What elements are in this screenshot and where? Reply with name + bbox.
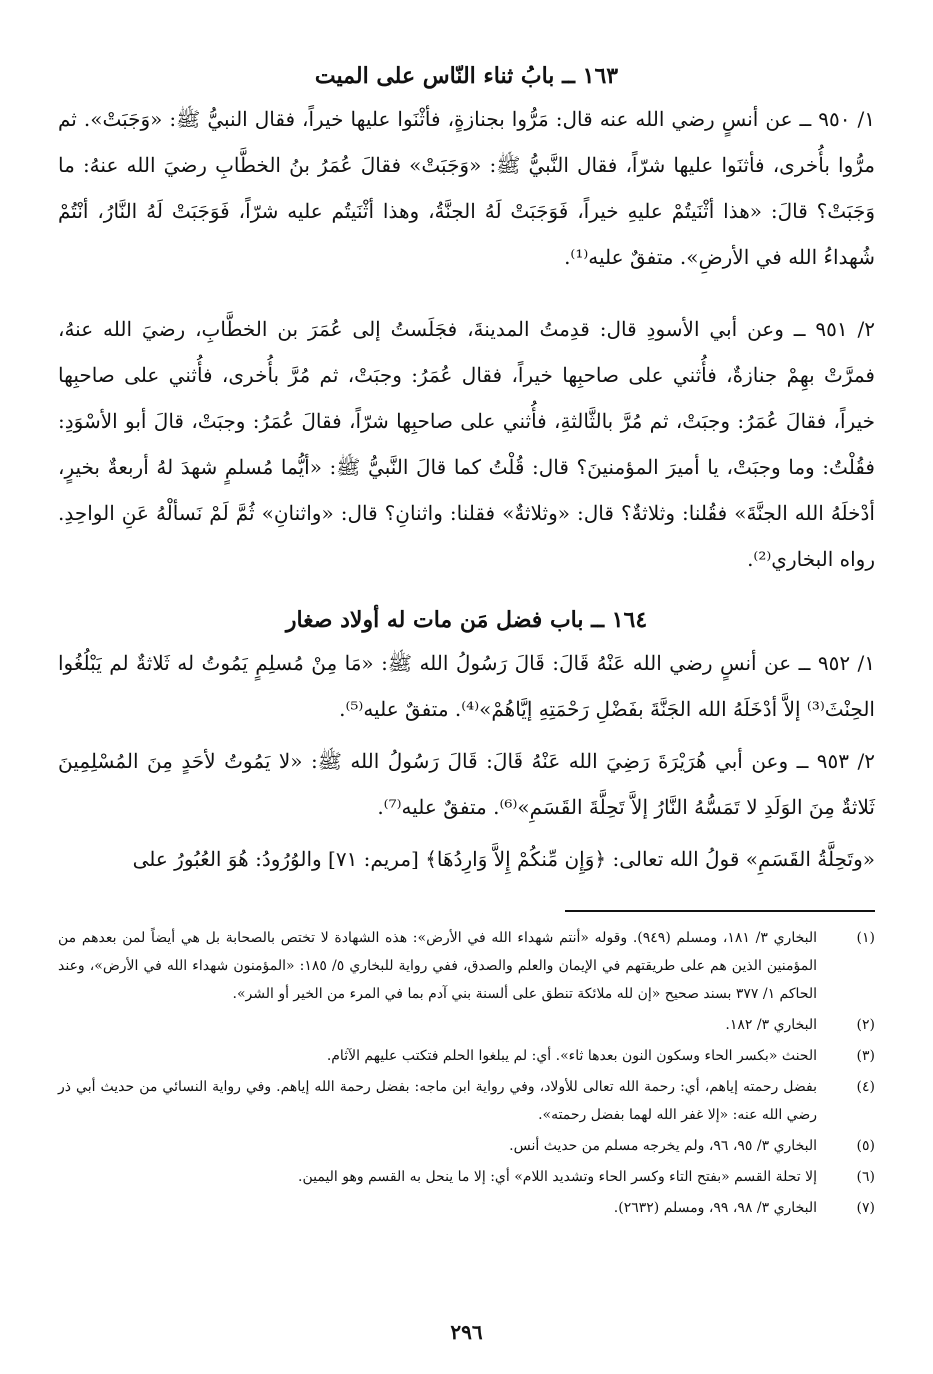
footnote-number: (٧) [856,1200,875,1216]
footnote-5 [58,1132,875,1160]
footnote-7 [58,1194,875,1222]
footnote-text: بفضل رحمته إياهم، أي: رحمة الله تعالى للأولاد، وفي رواية ابن ماجه: بفضل رحمة الله إياهم. وفي رواية النسائي من حديث أبي ذر رضي الله عنه: «إلا غفر الله لهما بفضل رحمته». [58,1079,817,1123]
footnote-text: الحنث «بكسر الحاء وسكون النون بعدها ثاء». أي: لم يبلغوا الحلم فتكتب عليهم الآثام. [326,1048,817,1064]
hadith-952: ١/ ٩٥٢ ــ عن أنسٍ رضي الله عَنْهُ قَالَ: قَالَ رَسُولُ الله ﷺ: «مَا مِنْ مُسلِمٍ يَمُوتُ له ثَلاثةٌ لم يَبْلُغُوا الحِنْثَ⁽³⁾ إلاَّ أدْخَلَهُ الله الجَنَّةَ بفَضْلِ رَحْمَتِهِ إيَّاهُمْ»⁽⁴⁾. متفقٌ عليه⁽⁵⁾. [58,651,875,721]
footnote-text: البخاري ٣/ ١٨٢. [725,1017,817,1033]
footnote-number: (٤) [856,1079,875,1095]
footnote-3 [58,1042,875,1070]
footnote-2 [58,1011,875,1039]
footnote-4 [58,1073,875,1129]
footnote-text: البخاري ٣/ ٩٥، ٩٦، ولم يخرجه مسلم من حديث أنس. [509,1138,817,1154]
footnote-number: (٣) [856,1048,875,1064]
footnote-1 [58,924,875,1008]
section-title: ١٦٣ ــ بابُ ثناء النّاس على الميت [314,63,619,89]
footnote-6 [58,1163,875,1191]
footnote-number: (١) [856,930,875,946]
section-title: ١٦٤ ــ باب فضل مَن مات له أولاد صغار [285,607,648,633]
hadith-953: ٢/ ٩٥٣ ــ وعن أبي هُرَيْرَةَ رَضِيَ الله عَنْهُ قَالَ: قَالَ رَسُولُ الله ﷺ: «لا يَمُوتُ لأحَدٍ مِنَ المُسْلِمِينَ ثَلاثةٌ مِنَ الوَلَدِ لا تَمَسُّهُ النَّارُ إلاَّ تَحِلَّةَ القَسَمِ»⁽⁶⁾. متفقٌ عليه⁽⁷⁾. [58,749,875,819]
footnote-text: البخاري ٣/ ٩٨، ٩٩، ومسلم (٢٦٣٢). [613,1200,817,1216]
footnote-divider [565,910,875,912]
section-164 [58,602,875,882]
footnote-number: (٥) [856,1138,875,1154]
footnote-number: (٦) [856,1169,875,1185]
hadith-950: ١/ ٩٥٠ ــ عن أنسٍ رضي الله عنه قال: مَرُّوا بجنازةٍ، فأثْنَوا عليها خيراً، فقال النبيُّ ﷺ: «وَجَبَتْ». ثم مرُّوا بأُخرى، فأثنَوا عليها شرّاً، فقال النَّبيُّ ﷺ: «وَجَبَتْ» فقالَ عُمَرُ بنُ الخطَّابِ رضيَ الله عنهُ: ما وَجَبَتْ؟ قالَ: «هذا أثْنَيتُمْ عليهِ خيراً، فَوَجَبَتْ لَهُ الجنَّةُ، وهذا أثْنَيتُم عليه شرّاً، فَوَجَبَتْ لَهُ النَّارُ، أنْتُمْ شُهداءُ الله في الأرضِ». متفقٌ عليه⁽¹⁾. [58,107,875,269]
footnote-text: إلا تحلة القسم «بفتح التاء وكسر الحاء وتشديد اللام» أي: إلا ما ينحل به القسم وهو اليمين. [298,1169,817,1185]
book-page [58,58,875,1344]
footnotes [58,924,875,1225]
page-number: ٢٩٦ [450,1320,483,1344]
footnote-number: (٢) [856,1017,875,1033]
section-163 [58,58,875,582]
hadith-951: ٢/ ٩٥١ ــ وعن أبي الأسودِ قال: قدِمتُ المدينةَ، فجَلَستُ إلى عُمَرَ بن الخطَّابِ، رضيَ الله عنهُ، فمرَّتْ بهِمْ جنازةٌ، فأُثني على صاحبِها خيراً، فقال عُمَرُ: وجبَتْ، ثم مُرَّ بأُخرى، فأُثني على صاحبِها خيراً، فقالَ عُمَرُ: وجبَتْ، ثم مُرَّ بالثَّالثةِ، فأُثني على صاحبِها شرّاً، فقالَ عُمَرُ: وجبَتْ، قالَ أبو الأسْوَدِ: فقُلْتُ: وما وجبَتْ، يا أميرَ المؤمنينَ؟ قال: قُلْتُ كما قالَ النَّبيُّ ﷺ: «أيُّما مُسلمٍ شهدَ لهُ أربعةٌ بخيرٍ، أدْخلَهُ الله الجنَّةَ» فقُلنا: وثلاثةٌ؟ قال: «وثلاثةٌ» فقلنا: واثنانِ؟ قال: «واثنانِ» ثُمَّ لَمْ نَسألْهُ عَنِ الواحِدِ. رواه البخاري⁽²⁾. [58,317,875,571]
footnote-text: البخاري ٣/ ١٨١، ومسلم (٩٤٩). وقوله «أنتم شهداء الله في الأرض»: هذه الشهادة لا تختص بالصحابة بل هي أيضاً لمن بعدهم من المؤمنين الذين هم على طريقتهم في الإيمان والعلم والصدق، ففي رواية للبخاري ٥/ ١٨٥: «المؤمنون شهداء الله في الأرض»، وعند الحاكم ١/ ٣٧٧ بسند صحيح «إن لله ملائكة تنطق على ألسنة بني آدم بما في المرء من الخير أو الشر». [58,930,818,1002]
commentary-paragraph: «وتَحِلَّةُ القَسَمِ» قولُ الله تعالى: ﴿وَإِن مِّنكُمْ إِلاَّ وَارِدُهَا﴾ [مريم: ٧١] والوُرُودُ: هُوَ العُبُورُ على [132,847,875,871]
